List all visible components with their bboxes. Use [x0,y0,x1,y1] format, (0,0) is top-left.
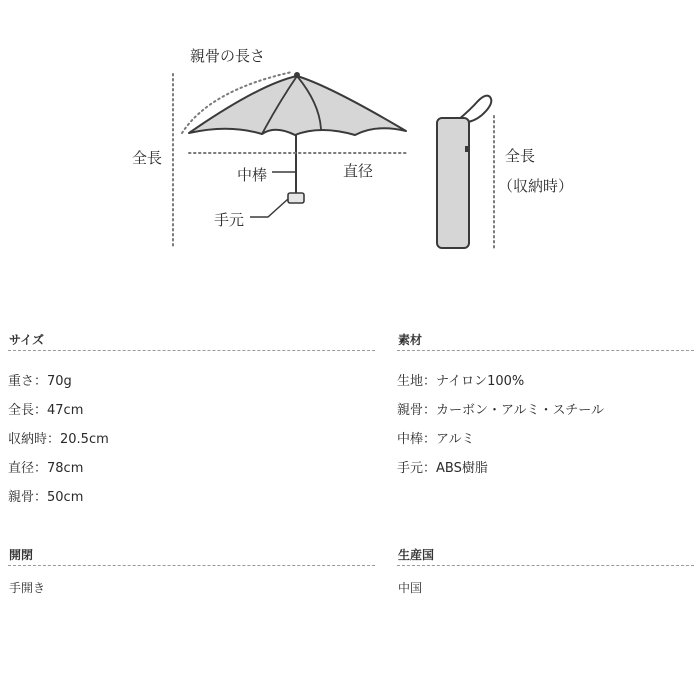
canopy [189,76,406,135]
origin-value: 中国 [398,581,423,595]
handle [288,193,304,203]
opening-section [8,545,375,596]
open-umbrella [189,72,406,203]
folded-umbrella [437,96,491,248]
size-rib-length: 親骨：50cm [8,490,84,505]
diameter-label: 直径 [343,162,374,180]
material-handle: 手元：ABS樹脂 [397,461,488,476]
material-ribs: 親骨：カーボン・アルミ・スチール [397,403,604,418]
material-heading: 素材 [397,330,694,351]
folded-length-label: 全長 [505,147,536,165]
folded-body [437,118,469,248]
size-heading: サイズ [8,330,375,351]
size-weight: 重さ：70g [8,374,72,389]
folded-button [465,146,470,152]
rib-length-label: 親骨の長さ [190,47,266,65]
origin-section [397,545,694,596]
umbrella-diagram [0,0,700,300]
origin-heading: 生産国 [397,545,694,566]
opening-value: 手開き [9,581,46,595]
size-section [8,330,375,512]
folded-length-note: （収納時） [498,177,574,195]
canopy-tip [294,72,300,78]
handle-label: 手元 [214,211,245,229]
shaft-label: 中棒 [237,166,268,184]
material-fabric: 生地：ナイロン100% [397,374,525,389]
material-list [397,367,694,483]
size-total-length: 全長：47cm [8,403,84,418]
size-diameter: 直径：78cm [8,461,84,476]
opening-heading: 開閉 [8,545,375,566]
total-length-label: 全長 [132,149,163,167]
size-folded-length: 収納時：20.5cm [8,432,109,447]
handle-leader [250,199,288,217]
size-list [8,367,375,512]
material-section [397,330,694,483]
material-shaft: 中棒：アルミ [397,432,475,447]
umbrella-illustration [0,0,700,300]
